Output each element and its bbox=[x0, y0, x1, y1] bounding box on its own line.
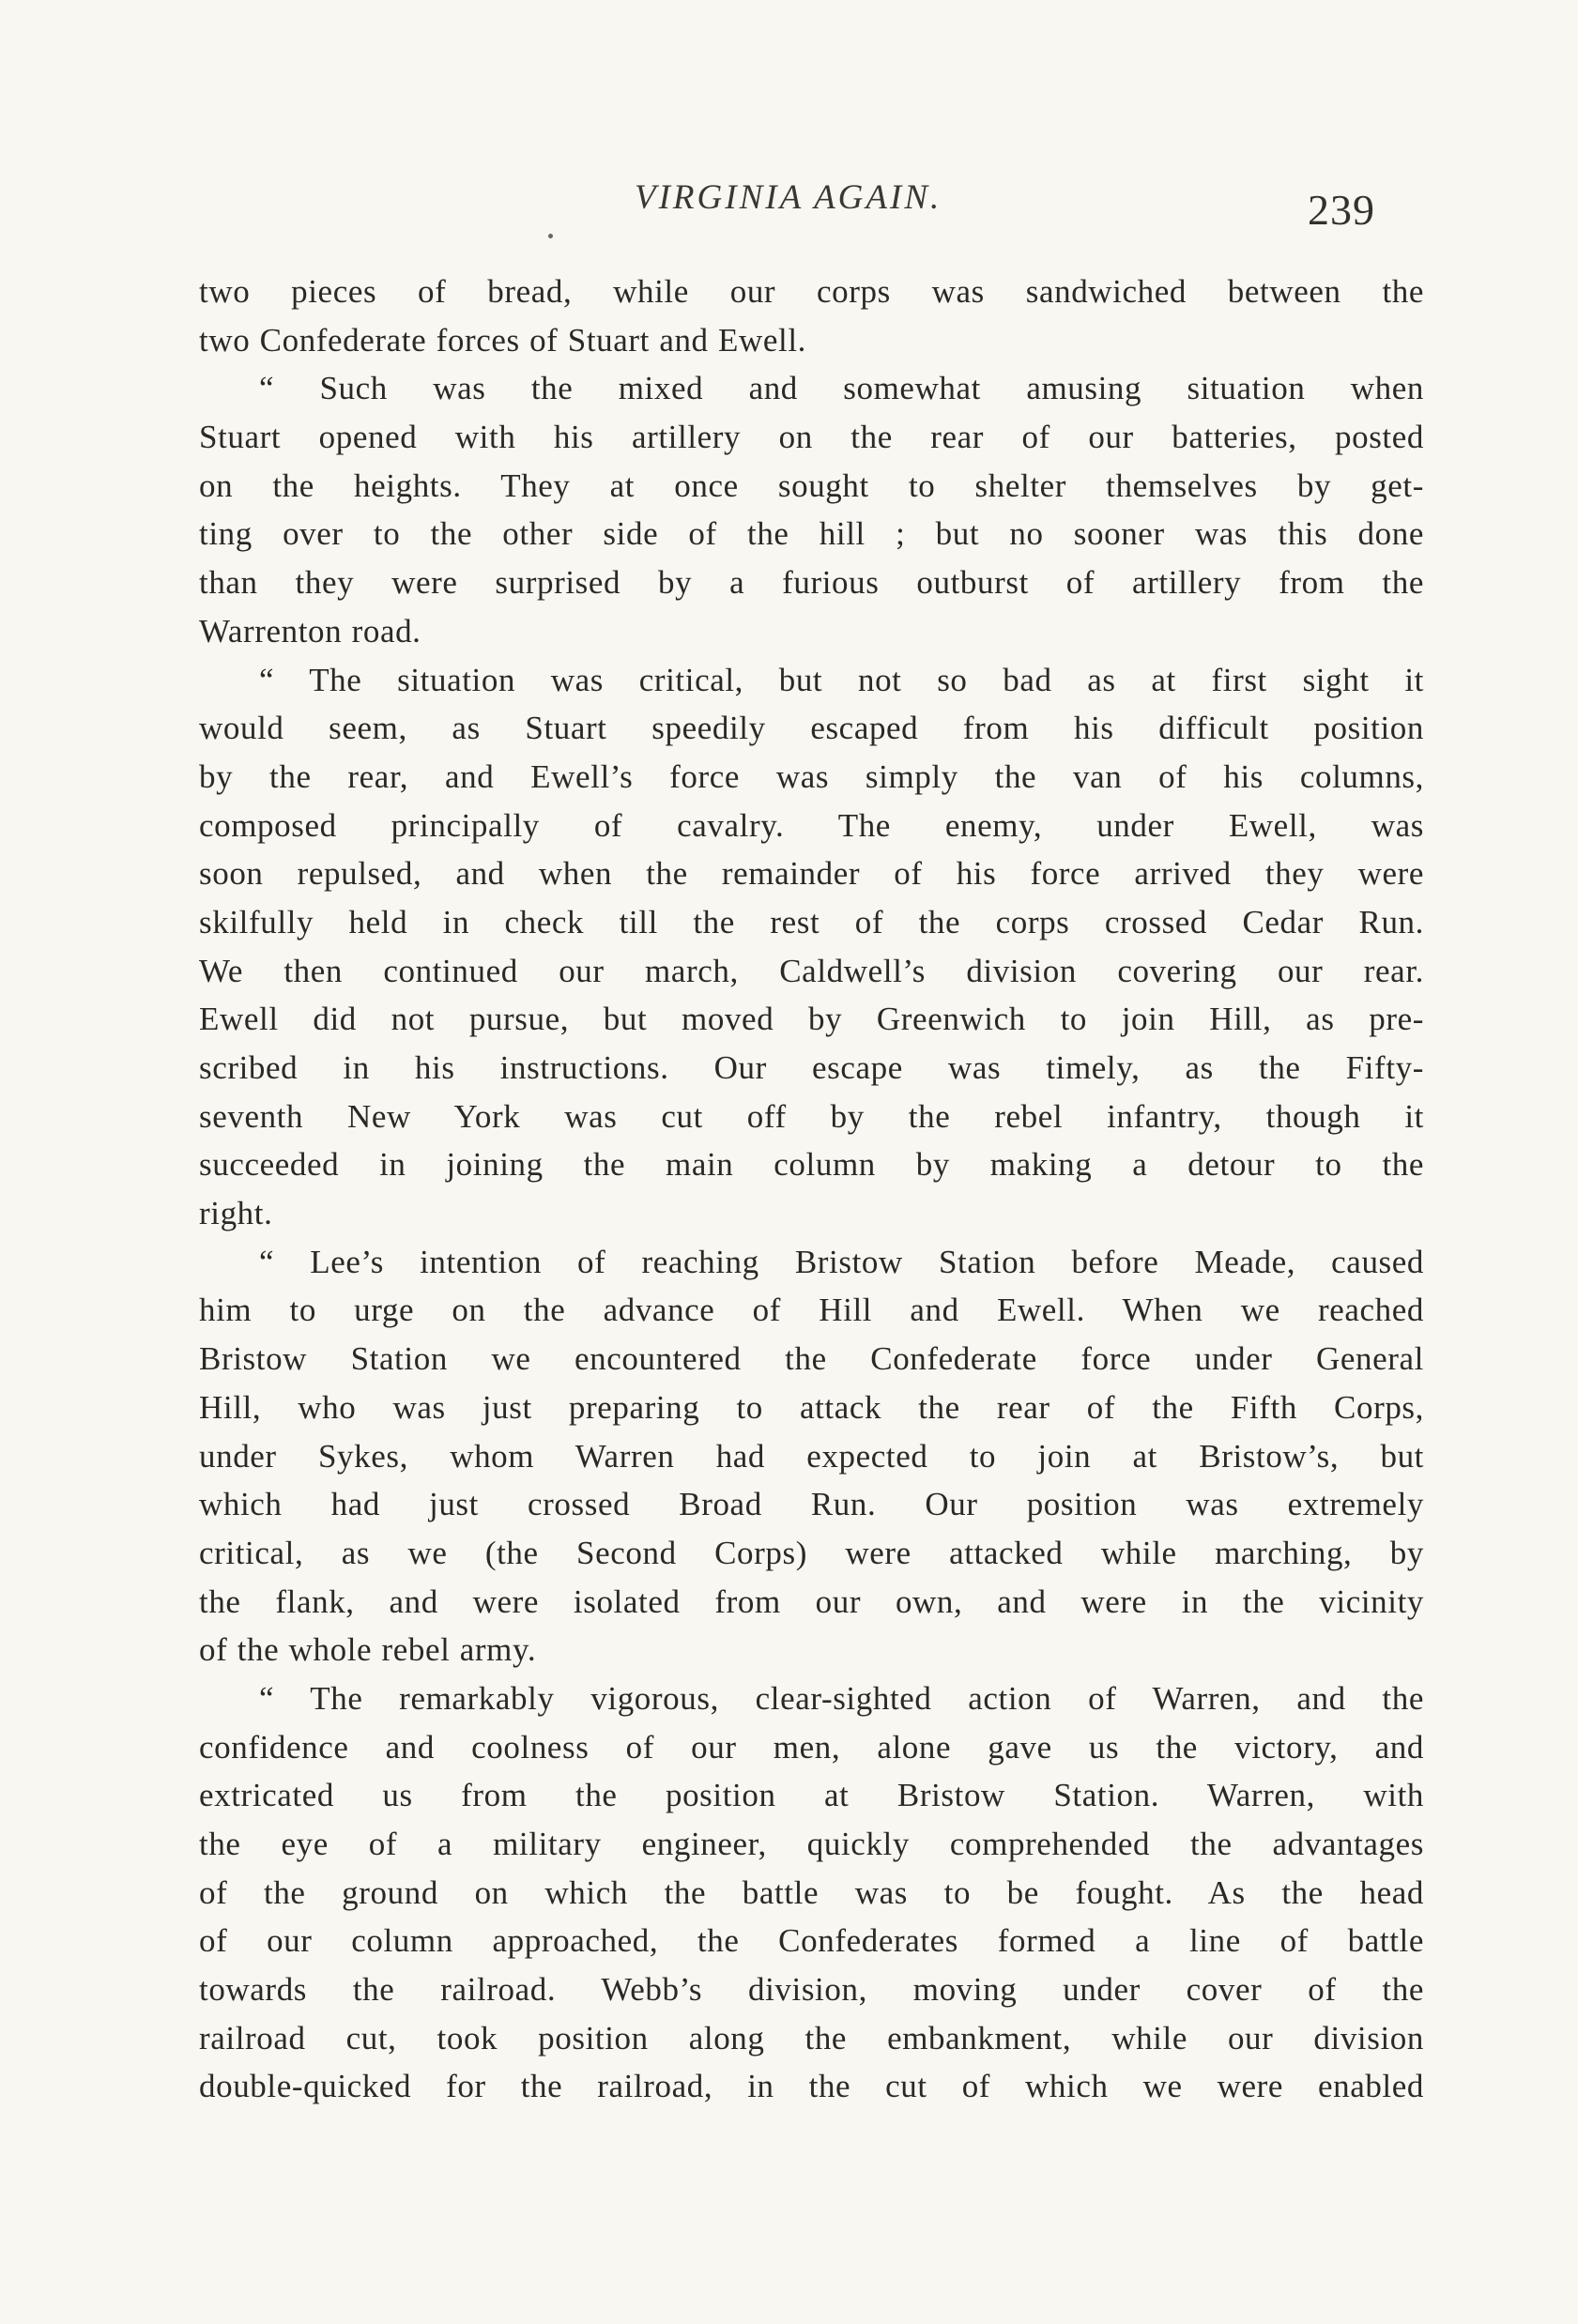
text-line: would seem, as Stuart speedily escaped from his difficult position bbox=[199, 710, 1424, 747]
text-line: double-quicked for the railroad, in the cut of which we were enabled bbox=[199, 2068, 1424, 2105]
text-line: succeeded in joining the main column by making a detour to the bbox=[199, 1146, 1424, 1184]
text-line: seventh New York was cut off by the rebel infantry, though it bbox=[199, 1097, 1424, 1135]
text-line: of our column approached, the Confederates formed a line of battle bbox=[199, 1922, 1424, 1960]
text-line: two pieces of bread, while our corps was sandwiched between the bbox=[199, 273, 1424, 310]
text-line: “ The remarkably vigorous, clear-sighted action of Warren, and the bbox=[259, 1679, 1424, 1717]
text-line: right. bbox=[199, 1195, 273, 1232]
text-line: skilfully held in check till the rest of the corps crossed Cedar Run. bbox=[199, 903, 1424, 940]
text-line: scribed in his instructions. Our escape was timely, as the Fifty- bbox=[199, 1049, 1424, 1086]
text-line: of the ground on which the battle was to be fought. As the head bbox=[199, 1873, 1424, 1911]
text-line: towards the railroad. Webb’s division, moving under cover of the bbox=[199, 1971, 1424, 2009]
text-line: extricated us from the position at Bristow Station. Warren, with bbox=[199, 1777, 1424, 1814]
text-line: soon repulsed, and when the remainder of his force arrived they were bbox=[199, 855, 1424, 893]
text-line: “ Such was the mixed and somewhat amusing situation when bbox=[259, 370, 1424, 407]
text-line: the eye of a military engineer, quickly comprehended the advantages bbox=[199, 1826, 1424, 1862]
text-line: Ewell did not pursue, but moved by Greenwich to join Hill, as pre- bbox=[199, 1001, 1424, 1038]
text-line: by the rear, and Ewell’s force was simply the van of his columns, bbox=[199, 757, 1424, 795]
text-line: than they were surprised by a furious outburst of artillery from the bbox=[199, 564, 1424, 602]
body-text bbox=[199, 268, 1424, 2111]
text-line: Warrenton road. bbox=[199, 612, 421, 650]
text-line: which had just crossed Broad Run. Our position was extremely bbox=[199, 1486, 1424, 1523]
text-line: Stuart opened with his artillery on the rear of our batteries, posted bbox=[199, 419, 1424, 456]
text-line: critical, as we (the Second Corps) were attacked while marching, by bbox=[199, 1534, 1424, 1571]
running-title: VIRGINIA AGAIN. bbox=[635, 178, 942, 217]
text-line: under Sykes, whom Warren had expected to join at Bristow’s, but bbox=[199, 1437, 1424, 1475]
running-header bbox=[0, 172, 1578, 234]
text-line: on the heights. They at once sought to shelter themselves by get- bbox=[199, 466, 1424, 504]
print-speck bbox=[548, 234, 553, 238]
text-line: him to urge on the advance of Hill and Ewell. When we reached bbox=[199, 1292, 1424, 1329]
text-line: composed principally of cavalry. The enemy, under Ewell, was bbox=[199, 806, 1424, 844]
text-line: Hill, who was just preparing to attack the rear of the Fifth Corps, bbox=[199, 1388, 1424, 1426]
text-line: the flank, and were isolated from our own, and were in the vicinity bbox=[199, 1582, 1424, 1620]
text-line: We then continued our march, Caldwell’s division covering our rear. bbox=[199, 952, 1424, 989]
text-line: “ Lee’s intention of reaching Bristow Station before Meade, caused bbox=[259, 1243, 1424, 1280]
text-line: “ The situation was critical, but not so bad as at first sight it bbox=[259, 661, 1424, 698]
text-line: confidence and coolness of our men, alone gave us the victory, and bbox=[199, 1728, 1424, 1766]
page-number: 239 bbox=[1308, 186, 1375, 234]
text-line: railroad cut, took position along the embankment, while our division bbox=[199, 2019, 1424, 2056]
text-line: Bristow Station we encountered the Confederate force under General bbox=[199, 1340, 1424, 1378]
text-line: two Confederate forces of Stuart and Ewell. bbox=[199, 321, 806, 359]
text-line: ting over to the other side of the hill ; but no sooner was this done bbox=[199, 515, 1424, 553]
text-line: of the whole rebel army. bbox=[199, 1631, 537, 1669]
